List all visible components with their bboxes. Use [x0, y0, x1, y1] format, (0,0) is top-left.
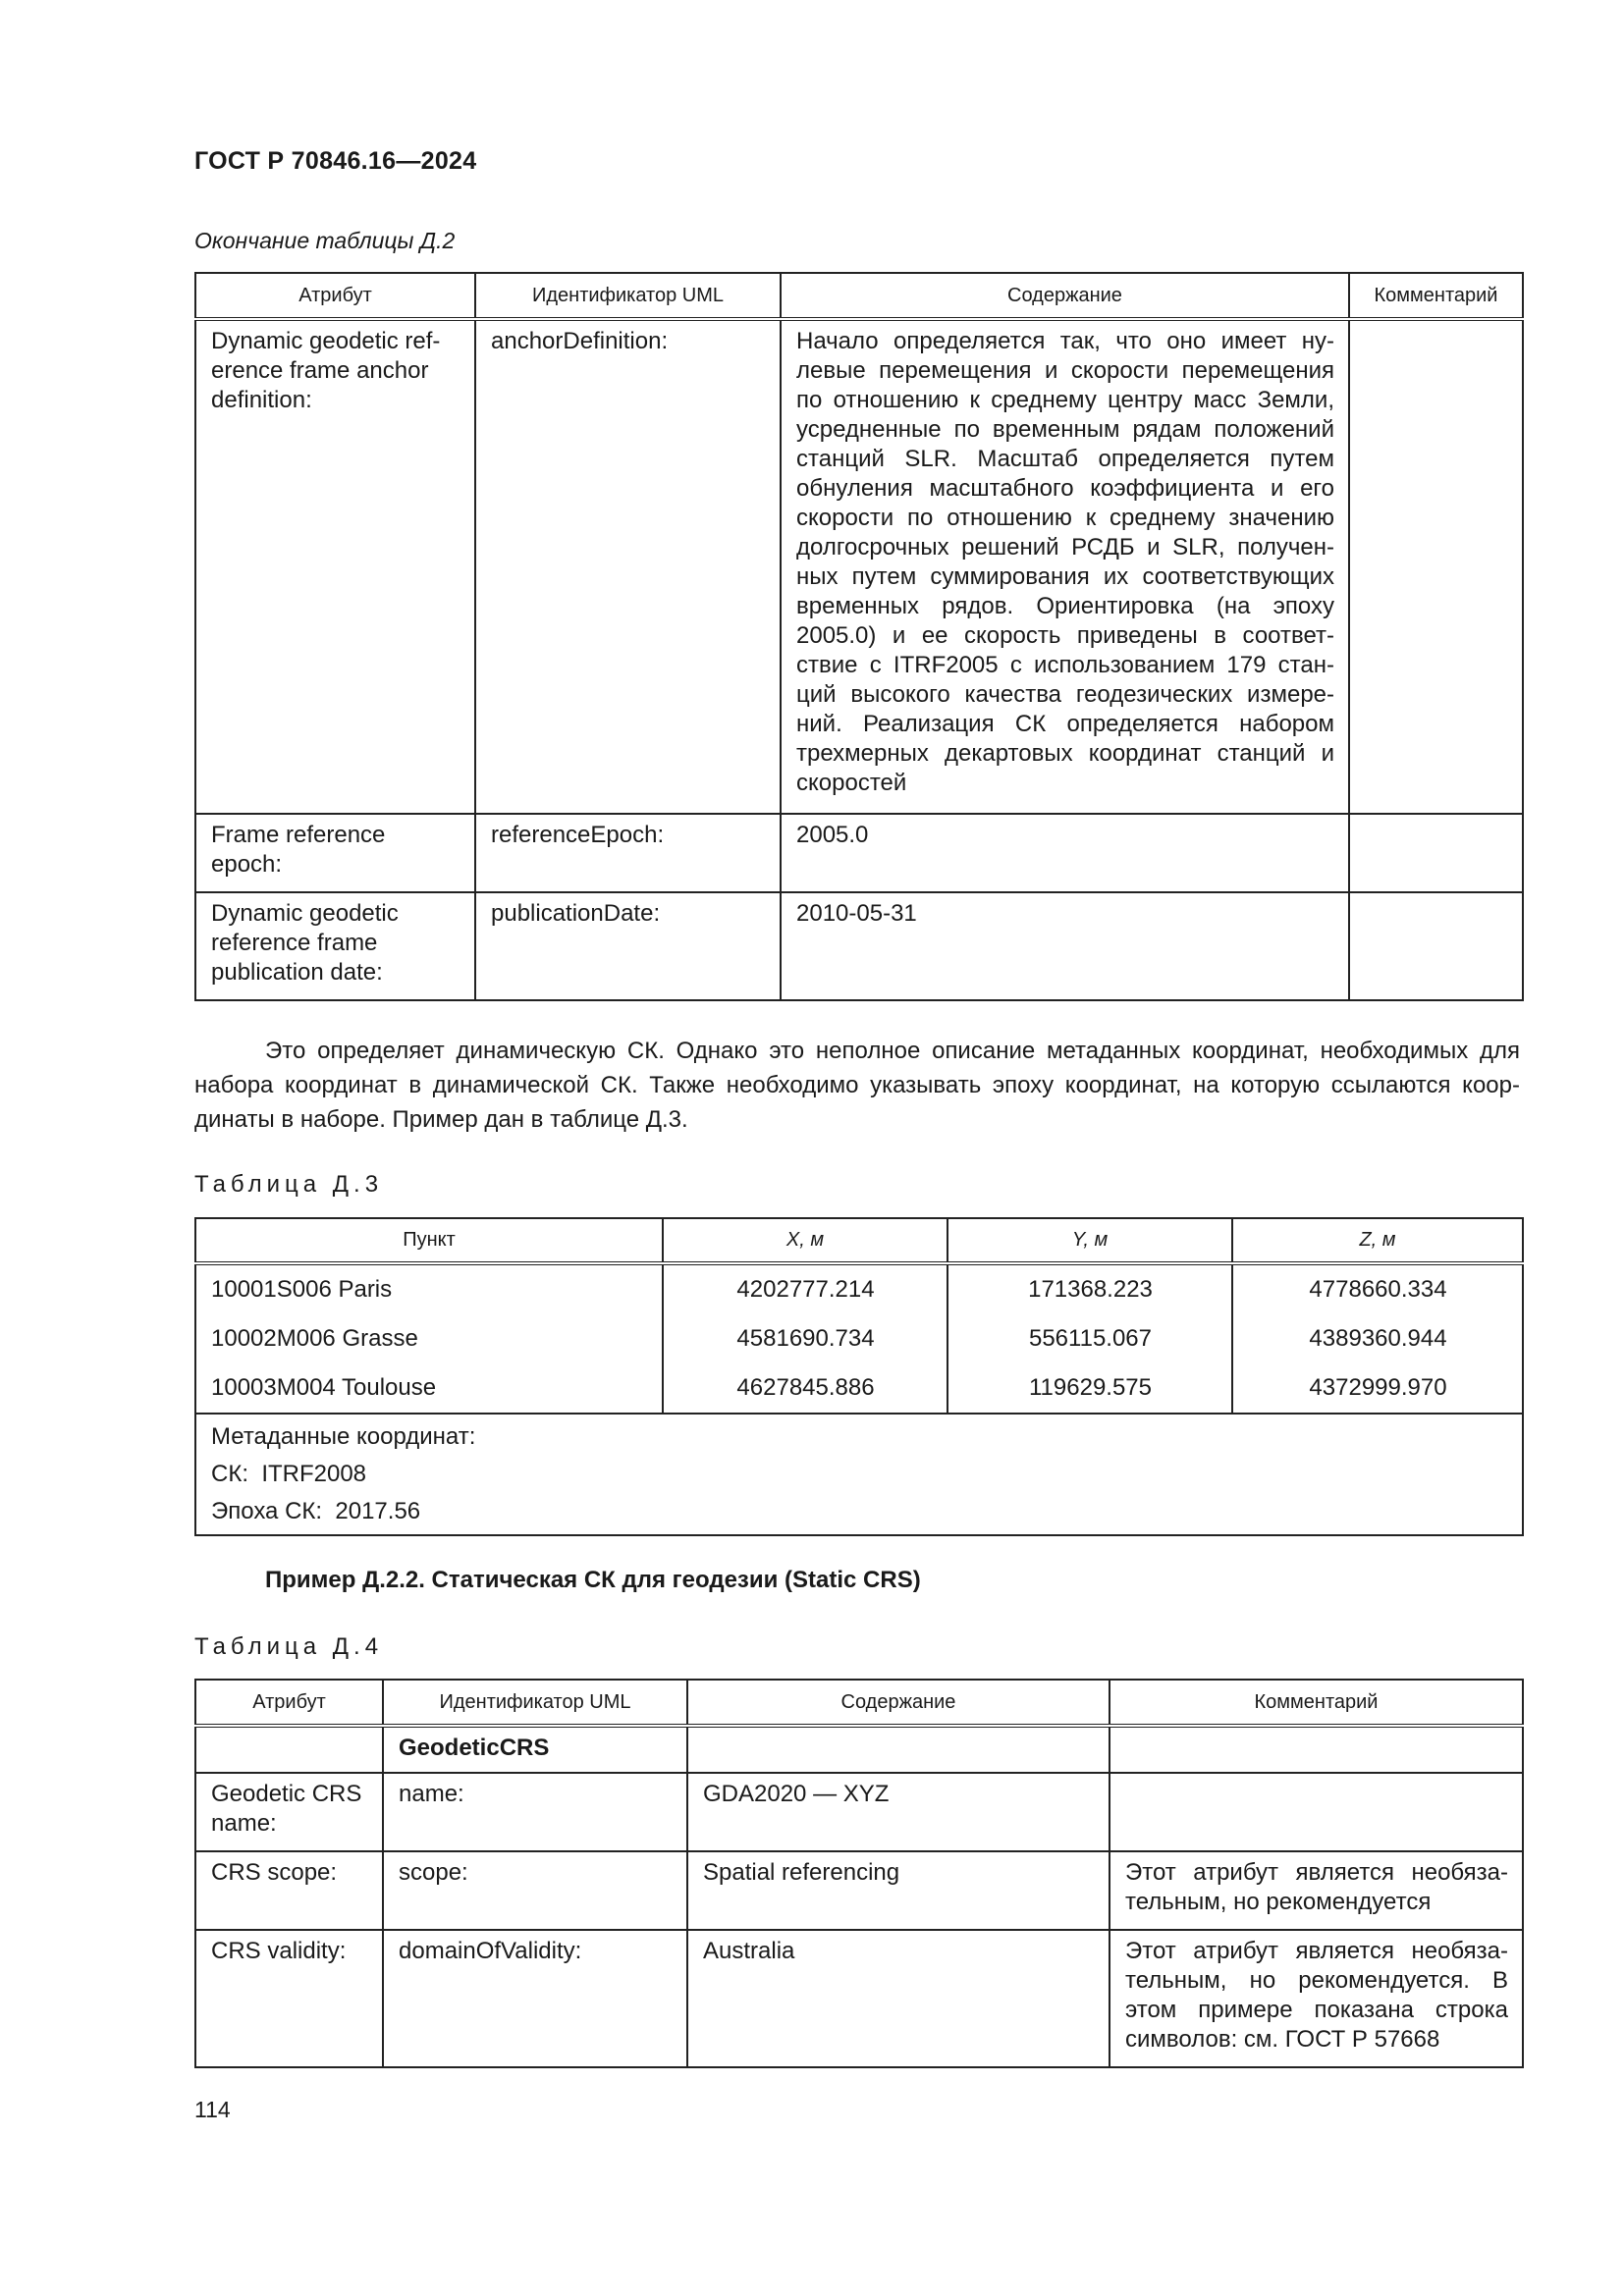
x-cell: 4581690.734 [663, 1314, 947, 1363]
attribute-cell: Dynamic geodetic ref-erence frame anchor definition: [195, 319, 475, 814]
metadata-line: Эпоха СК: 2017.56 [211, 1498, 421, 1524]
point-cell: 10001S006 Paris [195, 1263, 663, 1314]
table-row [195, 1314, 1523, 1363]
point-cell: 10003M004 Toulouse [195, 1363, 663, 1414]
column-header: Атрибут [195, 1680, 383, 1726]
attribute-cell: Frame reference epoch: [195, 814, 475, 892]
document-header: ГОСТ Р 70846.16—2024 [194, 147, 477, 175]
table-row-metadata [195, 1414, 1523, 1535]
column-header: Комментарий [1349, 273, 1523, 319]
column-header: Содержание [781, 273, 1349, 319]
table-row [195, 892, 1523, 1000]
body-paragraph: Это определяет динамическую СК. Однако это неполное описание метаданных координат, необходимых для набора координат в динамической СК. Также необходимо указывать эпоху координат, на которую ссылаются коор-динаты в наборе. Пример дан в таблице Д.3. [194, 1038, 1520, 1133]
table-d2 [194, 272, 1524, 1001]
y-cell: 171368.223 [947, 1263, 1232, 1314]
x-cell: 4202777.214 [663, 1263, 947, 1314]
table-row [195, 1263, 1523, 1314]
attribute-cell: Geodetic CRS name: [195, 1773, 383, 1851]
uml-cell: referenceEpoch: [475, 814, 781, 892]
metadata-cell [195, 1414, 1523, 1535]
attribute-cell: Dynamic geodetic reference frame publication date: [195, 892, 475, 1000]
page-number: 114 [194, 2097, 231, 2122]
content-cell: Spatial referencing [687, 1851, 1110, 1930]
content-cell: 2005.0 [781, 814, 1349, 892]
metadata-line: СК: ITRF2008 [211, 1461, 367, 1487]
z-cell: 4389360.944 [1232, 1314, 1523, 1363]
table-row [195, 1363, 1523, 1414]
uml-cell: publicationDate: [475, 892, 781, 1000]
x-cell: 4627845.886 [663, 1363, 947, 1414]
uml-cell: anchorDefinition: [475, 319, 781, 814]
column-header: Содержание [687, 1680, 1110, 1726]
column-header: Y, м [947, 1218, 1232, 1263]
attribute-cell: CRS validity: [195, 1930, 383, 2067]
column-header: Z, м [1232, 1218, 1523, 1263]
z-cell: 4778660.334 [1232, 1263, 1523, 1314]
table-d2-caption: Окончание таблицы Д.2 [194, 228, 456, 253]
y-cell: 119629.575 [947, 1363, 1232, 1414]
table-d4-label: Таблица Д.4 [194, 1633, 384, 1660]
table-d3-label: Таблица Д.3 [194, 1171, 384, 1198]
comment-cell [1349, 892, 1523, 1000]
y-cell: 556115.067 [947, 1314, 1232, 1363]
content-cell: GDA2020 — XYZ [687, 1773, 1110, 1851]
table-row [195, 1930, 1523, 2067]
column-header: Идентификатор UML [475, 273, 781, 319]
attribute-cell: CRS scope: [195, 1851, 383, 1930]
attribute-cell [195, 1726, 383, 1773]
column-header: Идентификатор UML [383, 1680, 687, 1726]
comment-cell [1110, 1773, 1523, 1851]
content-cell [687, 1726, 1110, 1773]
z-cell: 4372999.970 [1232, 1363, 1523, 1414]
table-row [195, 814, 1523, 892]
table-d4 [194, 1679, 1524, 2068]
uml-cell: name: [383, 1773, 687, 1851]
point-cell: 10002M006 Grasse [195, 1314, 663, 1363]
metadata-line: Метаданные координат: [211, 1423, 476, 1450]
content-cell: Начало определяется так, что оно имеет ну-левые перемещения и скорости перемещения по отношению к среднему центру масс Земли, усредненные по временным рядам положений станций SLR. Масштаб определяется путем обнуления масштабного коэффициента и его скорости по отношению к среднему значению долгосрочных решений РСДБ и SLR, получен-ных путем суммирования их соответствующих временных рядов. Ориентировка (на эпоху 2005.0) и ее скорость приведены в соответ-ствие с ITRF2005 с использованием 179 стан-ций высокого качества геодезических измере-ний. Реализация СК определяется набором трехмерных декартовых координат станций и скоростей [781, 319, 1349, 814]
column-header: Атрибут [195, 273, 475, 319]
table-row [195, 1851, 1523, 1930]
example-title: Пример Д.2.2. Статическая СК для геодезии (Static CRS) [265, 1567, 921, 1593]
comment-cell: Этот атрибут является необяза-тельным, но рекомендуется [1110, 1851, 1523, 1930]
content-cell: 2010-05-31 [781, 892, 1349, 1000]
table-row [195, 1773, 1523, 1851]
column-header: Пункт [195, 1218, 663, 1263]
uml-cell: domainOfValidity: [383, 1930, 687, 2067]
comment-cell [1110, 1726, 1523, 1773]
content-cell: Australia [687, 1930, 1110, 2067]
table-row [195, 319, 1523, 814]
section-cell: GeodeticCRS [383, 1726, 687, 1773]
table-row [195, 1726, 1523, 1773]
uml-cell: scope: [383, 1851, 687, 1930]
comment-cell: Этот атрибут является необяза-тельным, но рекомендуется. В этом примере показана строка символов: см. ГОСТ Р 57668 [1110, 1930, 1523, 2067]
column-header: Комментарий [1110, 1680, 1523, 1726]
comment-cell [1349, 319, 1523, 814]
comment-cell [1349, 814, 1523, 892]
column-header: X, м [663, 1218, 947, 1263]
table-d3 [194, 1217, 1524, 1536]
